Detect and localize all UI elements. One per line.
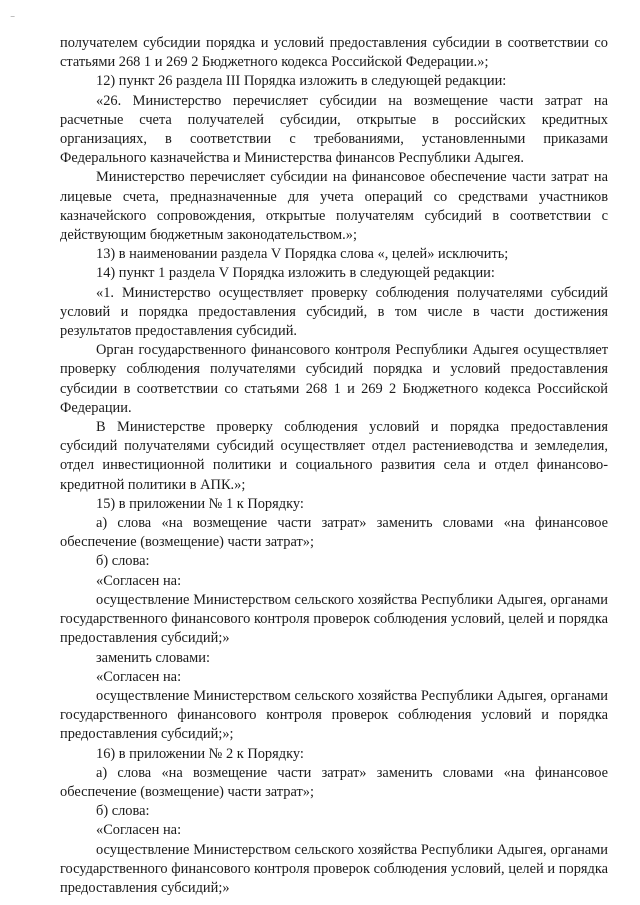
- document-page: [60, 34, 608, 898]
- paragraph-3: «26. Министерство перечисляет субсидии на возмещение части затрат на расчетные счета получателей субсидии, открытые в российских кредитных организациях, в соответствии с требованиями, установленными приказами Федерального казначейства и Министерства финансов Республики Адыгея.: [60, 92, 608, 167]
- paragraph-7: «1. Министерство осуществляет проверку соблюдения получателями субсидий условий и порядка предоставления субсидий, в том числе в части достижения результатов предоставления субсидий.: [60, 284, 608, 340]
- paragraph-22: осуществление Министерством сельского хозяйства Республики Адыгея, органами государственного финансового контроля проверок соблюдения условий, целей и порядка предоставления субсидий;»: [60, 841, 608, 896]
- paragraph-4: Министерство перечисляет субсидии на финансовое обеспечение части затрат на лицевые счета, предназначенные для учета операций со средствами участников казначейского сопровождения, открытые получателям субсидий в соответствии с действующим бюджетным законодательством.»;: [60, 169, 608, 244]
- paragraph-8: Орган государственного финансового контроля Республики Адыгея осуществляет проверку соблюдения получателями субсидий порядка и условий предоставления субсидии в соответствии со статьями 268 1 и 269 2 Бюджетного кодекса Российской Федерации.: [60, 342, 608, 416]
- paragraph-20: б) слова:: [96, 803, 150, 820]
- paragraph-18: 16) в приложении № 2 к Порядку:: [96, 745, 304, 762]
- paragraph-13: «Согласен на:: [96, 572, 182, 589]
- paragraph-6: 14) пункт 1 раздела V Порядка изложить в следующей редакции:: [96, 265, 495, 282]
- corner-mark: ⁻: [10, 14, 16, 25]
- paragraph-19: а) слова «на возмещение части затрат» заменить словами «на финансовое обеспечение (возмещение) части затрат»;: [60, 764, 608, 800]
- paragraph-10: 15) в приложении № 1 к Порядку:: [96, 495, 304, 512]
- paragraph-17: осуществление Министерством сельского хозяйства Республики Адыгея, органами государственного финансового контроля проверок соблюдения условий и порядка предоставления субсидий;»;: [60, 687, 608, 743]
- paragraph-5: 13) в наименовании раздела V Порядка слова «, целей» исключить;: [96, 246, 509, 263]
- paragraph-2: 12) пункт 26 раздела III Порядка изложить в следующей редакции:: [96, 73, 507, 90]
- paragraph-1: получателем субсидии порядка и условий предоставления субсидии в соответствии со статьями 268 1 и 269 2 Бюджетного кодекса Российской Федерации.»;: [60, 35, 608, 71]
- paragraph-16: «Согласен на:: [96, 668, 182, 685]
- paragraph-14: осуществление Министерством сельского хозяйства Республики Адыгея, органами государственного финансового контроля проверок соблюдения условий, целей и порядка предоставления субсидий;»: [60, 591, 608, 647]
- paragraph-9: В Министерстве проверку соблюдения условий и порядка предоставления субсидий получателями субсидий осуществляет отдел растениеводства и земледелия, отдел инвестиционной политики и социального развития села и отдел финансово-кредитной политики в АПК.»;: [60, 419, 608, 493]
- paragraph-11: а) слова «на возмещение части затрат» заменить словами «на финансовое обеспечение (возмещение) части затрат»;: [60, 515, 608, 551]
- paragraph-21: «Согласен на:: [96, 822, 182, 839]
- paragraph-15: заменить словами:: [96, 649, 210, 666]
- paragraph-12: б) слова:: [96, 553, 150, 570]
